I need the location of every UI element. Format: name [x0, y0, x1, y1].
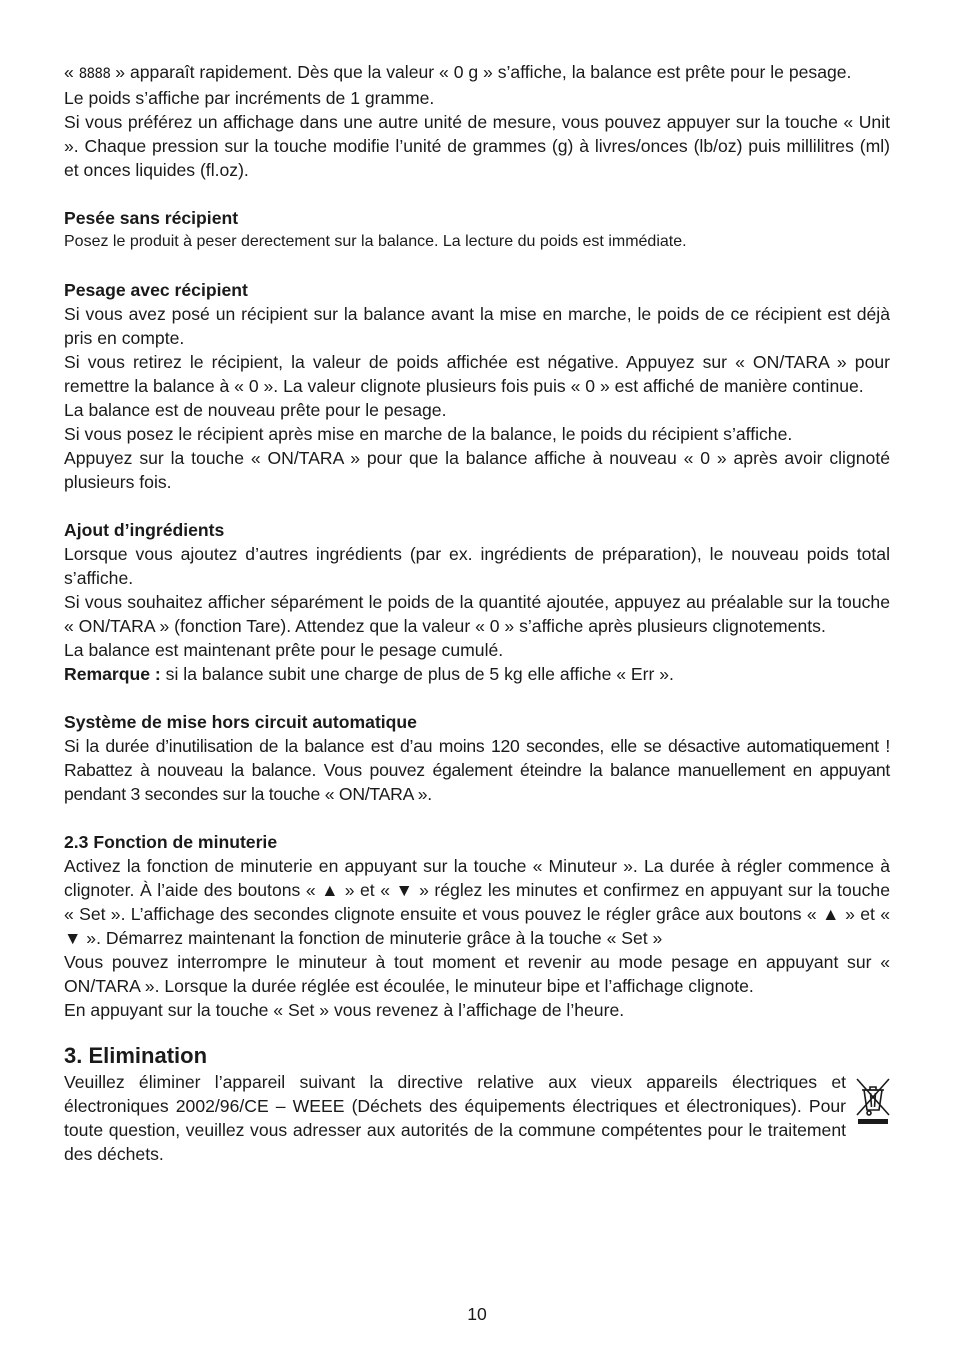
text-pesee-sans-recipient: Posez le produit à peser derectement sur la balance. La lecture du poids est immédiate.: [64, 233, 687, 250]
text-ingredients-2: Si vous souhaitez afficher séparément le poids de la quantité ajoutée, appuyez au préalable sur la touche « ON/TARA » (fonction Tare). Attendez que la valeur « 0 » s’affiche après plusieurs clignotements.: [64, 592, 890, 636]
text-recipient-3: La balance est de nouveau prête pour le pesage.: [64, 400, 447, 420]
intro-units: Si vous préférez un affichage dans une autre unité de mesure, vous pouvez appuyer sur la touche « Unit ». Chaque pression sur la touche modifie l’unité de grammes (g) à livres/onces (lb/oz) puis millilitres (ml) et onces liquides (fl.oz).: [64, 112, 890, 180]
page-number: 10: [467, 1304, 487, 1324]
text-recipient-1: Si vous avez posé un récipient sur la balance avant la mise en marche, le poids de ce récipient est déjà pris en compte.: [64, 304, 890, 348]
heading-minuterie: 2.3 Fonction de minuterie: [64, 832, 278, 852]
heading-pesage-avec-recipient: Pesage avec récipient: [64, 280, 248, 300]
page-content: [64, 60, 890, 1166]
text-recipient-5: Appuyez sur la touche « ON/TARA » pour que la balance affiche à nouveau « 0 » après avoir clignoté plusieurs fois.: [64, 448, 890, 492]
heading-ajout-ingredients: Ajout d’ingrédients: [64, 520, 225, 540]
elimination-block: [64, 1070, 890, 1166]
note-ingredients: [64, 662, 890, 686]
heading-auto-off: Système de mise hors circuit automatique: [64, 712, 417, 732]
note-text: si la balance subit une charge de plus de 5 kg elle affiche « Err ».: [160, 664, 674, 684]
note-label: Remarque :: [64, 664, 161, 684]
intro-post: » apparaît rapidement. Dès que la valeur « 0 g » s’affiche, la balance est prête pour le pesage.: [110, 62, 852, 82]
heading-elimination: 3. Elimination: [64, 1043, 208, 1068]
intro-increment: Le poids s’affiche par incréments de 1 gramme.: [64, 88, 435, 108]
text-ingredients-3: La balance est maintenant prête pour le pesage cumulé.: [64, 640, 504, 660]
intro-pre: «: [64, 62, 79, 82]
text-minuterie-1: Activez la fonction de minuterie en appuyant sur la touche « Minuteur ». La durée à régler commence à clignoter. À l’aide des boutons « ▲ » et « ▼ » réglez les minutes et confirmez en appuyant sur la touche « Set ». L’affichage des secondes clignote ensuite et vous pouvez le régler grâce aux boutons « ▲ » et « ▼ ». Démarrez maintenant la fonction de minuterie grâce à la touche « Set »: [64, 856, 890, 948]
weee-crossed-bin-icon: [854, 1076, 892, 1126]
seven-segment-display-text: 8888: [78, 66, 111, 82]
heading-pesee-sans-recipient: Pesée sans récipient: [64, 208, 239, 228]
text-recipient-4: Si vous posez le récipient après mise en marche de la balance, le poids du récipient s’affiche.: [64, 424, 793, 444]
text-elimination: Veuillez éliminer l’appareil suivant la directive relative aux vieux appareils électriques et électroniques 2002/96/CE – WEEE (Déchets des équipements électriques et électroniques). Pour toute question, veuillez vous adresser aux autorités de la commune compétentes pour le traitement des déchets.: [64, 1072, 846, 1164]
text-ingredients-1: Lorsque vous ajoutez d’autres ingrédients (par ex. ingrédients de préparation), le nouveau poids total s’affiche.: [64, 544, 890, 588]
text-minuterie-2: Vous pouvez interrompre le minuteur à tout moment et revenir au mode pesage en appuyant sur « ON/TARA ». Lorsque la durée réglée est écoulée, le minuteur bipe et l’affichage clignote.: [64, 952, 890, 996]
intro-display-line: [64, 60, 890, 86]
text-recipient-2: Si vous retirez le récipient, la valeur de poids affichée est négative. Appuyez sur « ON/TARA » pour remettre la balance à « 0 ». La valeur clignote plusieurs fois puis « 0 » est affiché de manière continue.: [64, 352, 890, 396]
text-minuterie-3: En appuyant sur la touche « Set » vous revenez à l’affichage de l’heure.: [64, 1000, 625, 1020]
text-auto-off: Si la durée d’inutilisation de la balance est d’au moins 120 secondes, elle se désactive automatiquement ! Rabattez à nouveau la balance. Vous pouvez également éteindre la balance manuellement en appuyant pendant 3 secondes sur la touche « ON/TARA ».: [64, 736, 890, 804]
